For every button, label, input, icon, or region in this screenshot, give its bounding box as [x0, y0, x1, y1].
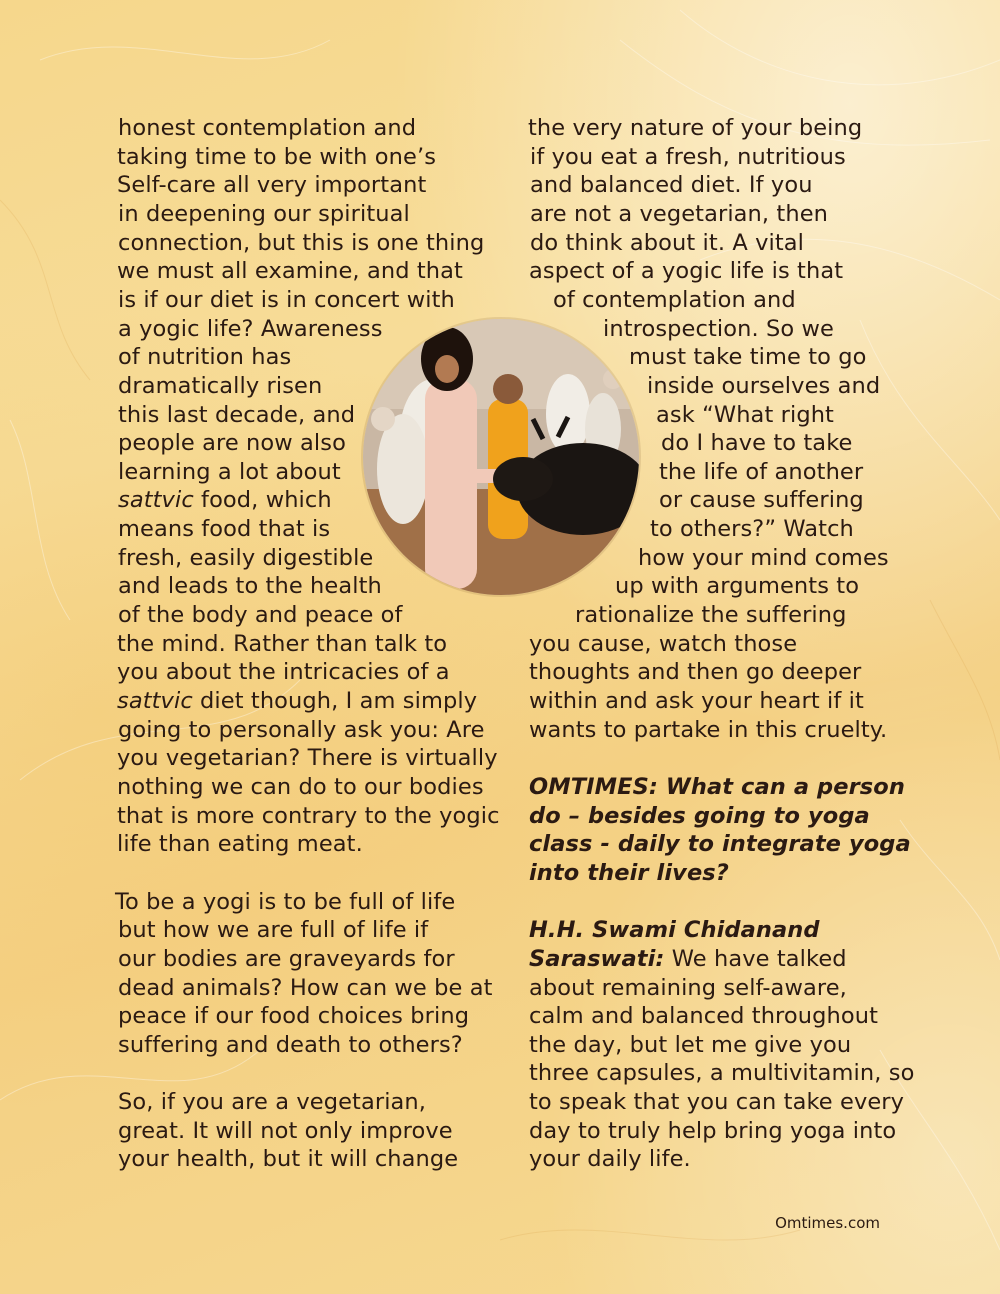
left-column-line	[117, 630, 447, 659]
right-column-line	[529, 1145, 691, 1174]
line-text: nothing we can do to our bodies	[117, 773, 484, 800]
line-text: means food that is	[118, 516, 331, 543]
italic-term: sattvic	[118, 487, 194, 514]
right-column-line	[530, 143, 846, 172]
line-text: taking time to be with one’s	[117, 143, 437, 170]
left-column-line	[118, 458, 341, 487]
left-column-line	[118, 916, 428, 945]
right-column-line	[529, 257, 843, 286]
line-text: within and ask your heart if it	[529, 688, 864, 714]
line-text: must take time to go	[629, 344, 867, 371]
line-text: rationalize the suffering	[575, 602, 847, 629]
line-text: thoughts and then go deeper	[529, 659, 862, 686]
line-text: life than eating meat.	[117, 831, 363, 858]
line-text: dead animals? How can we be at	[118, 974, 493, 1001]
line-text: of the body and peace of	[118, 602, 403, 629]
left-column-line	[118, 286, 455, 315]
right-column-line	[529, 859, 729, 888]
left-column-line	[117, 143, 436, 172]
left-column-line	[118, 429, 346, 458]
circular-photo-swami-feeding-cow	[363, 319, 639, 595]
line-text: that is more contrary to the yogic	[117, 802, 500, 829]
left-column-line	[118, 1088, 426, 1117]
line-text: our bodies are graveyards for	[118, 945, 455, 972]
line-text: you cause, watch those	[529, 630, 798, 657]
line-text: calm and balanced throughout	[529, 1003, 879, 1030]
right-column-line	[529, 687, 864, 716]
left-column-line	[118, 515, 330, 544]
right-column-line	[528, 114, 862, 143]
left-column-line	[117, 171, 426, 200]
line-text: learning a lot about	[118, 458, 341, 485]
line-text: suffering and death to others?	[118, 1031, 463, 1058]
right-column-line	[603, 315, 834, 344]
right-column-line	[659, 458, 863, 487]
line-text: fresh, easily digestible	[118, 544, 374, 571]
line-text: peace if our food choices bring	[118, 1003, 470, 1030]
line-text: great. It will not only improve	[118, 1117, 453, 1144]
right-column-line	[647, 372, 880, 401]
bold-italic-text: class - daily to integrate yoga	[529, 831, 911, 858]
left-column-line	[118, 486, 332, 515]
line-text: and leads to the health	[118, 573, 382, 600]
line-text: So, if you are a vegetarian,	[118, 1089, 427, 1116]
left-column-line	[118, 401, 355, 430]
right-column-line	[615, 572, 859, 601]
line-text: and balanced diet. If you	[530, 172, 813, 199]
right-column-line	[529, 974, 847, 1003]
line-text: connection, but this is one thing	[118, 229, 485, 256]
left-column-line	[117, 802, 500, 831]
bold-italic-text: H.H. Swami Chidanand	[529, 917, 820, 944]
bold-italic-text: Saraswati:	[529, 945, 665, 972]
line-text: honest contemplation and	[118, 115, 417, 141]
line-text: inside ourselves and	[647, 372, 881, 399]
line-text: this last decade, and	[118, 401, 356, 428]
right-column-line	[529, 830, 911, 859]
line-text: or cause suffering	[659, 487, 864, 514]
right-column-line	[529, 802, 870, 831]
line-text: going to personally ask you: Are	[118, 716, 485, 743]
right-column-line	[529, 1088, 904, 1117]
left-column-line	[117, 830, 363, 859]
right-column-line	[529, 1031, 851, 1060]
left-column-line	[118, 1117, 453, 1146]
line-text: diet though, I am simply	[192, 688, 478, 714]
line-text: your health, but it will change	[118, 1146, 459, 1173]
left-column-line	[118, 601, 403, 630]
line-text: do think about it. A vital	[530, 229, 804, 256]
line-text: To be a yogi is to be full of life	[115, 888, 456, 915]
right-column-line	[529, 658, 861, 687]
line-text: in deepening our spiritual	[118, 200, 410, 227]
line-text: to others?” Watch	[650, 516, 854, 543]
left-column-line	[118, 716, 485, 745]
right-column-line	[530, 200, 828, 229]
left-column-line	[118, 945, 455, 974]
right-column-line	[659, 486, 864, 515]
line-text: the mind. Rather than talk to	[117, 630, 448, 657]
right-column-line	[629, 343, 866, 372]
line-text: do I have to take	[661, 430, 853, 457]
line-text: wants to partake in this cruelty.	[529, 716, 888, 743]
left-column-line	[118, 1002, 469, 1031]
right-column-line	[553, 286, 796, 315]
left-column-line	[118, 974, 493, 1003]
line-text: but how we are full of life if	[118, 917, 429, 944]
right-column-line	[530, 171, 813, 200]
left-column-line	[117, 257, 463, 286]
line-text: a yogic life? Awareness	[118, 315, 383, 342]
left-column-line	[118, 343, 291, 372]
line-text: introspection. So we	[603, 315, 834, 342]
line-text: the life of another	[659, 458, 864, 485]
left-column-line	[118, 372, 322, 401]
right-column-line	[661, 429, 852, 458]
right-column-line	[650, 515, 854, 544]
line-text: day to truly help bring yoga into	[529, 1117, 897, 1144]
left-column-line	[118, 572, 382, 601]
left-column-line	[118, 114, 416, 143]
left-column-line	[115, 888, 455, 917]
right-column-line	[530, 229, 804, 258]
bold-italic-text: into their lives?	[529, 859, 729, 886]
line-text: aspect of a yogic life is that	[529, 258, 844, 285]
right-column-line	[529, 916, 820, 945]
line-text: of nutrition has	[118, 344, 292, 371]
line-text: are not a vegetarian, then	[530, 200, 829, 227]
line-text: three capsules, a multivitamin, so	[529, 1060, 915, 1087]
line-text: about remaining self-aware,	[529, 974, 847, 1001]
line-text: people are now also	[118, 430, 346, 457]
line-text: if you eat a fresh, nutritious	[530, 143, 846, 170]
line-text: we must all examine, and that	[117, 258, 463, 285]
line-text: the very nature of your being	[528, 115, 863, 141]
right-column-line	[656, 401, 834, 430]
left-column-line	[118, 200, 410, 229]
right-column-line	[529, 716, 887, 745]
line-text: the day, but let me give you	[529, 1031, 852, 1058]
line-text: food, which	[193, 487, 332, 514]
line-text: of contemplation and	[553, 286, 796, 313]
line-text: you about the intricacies of a	[117, 659, 450, 686]
line-text: up with arguments to	[615, 573, 860, 600]
line-text: you vegetarian? There is virtually	[117, 745, 498, 772]
left-column-line	[118, 1145, 458, 1174]
right-column-line	[529, 1002, 878, 1031]
line-text: is if our diet is in concert with	[118, 286, 455, 313]
line-text: ask “What right	[656, 401, 834, 428]
italic-term: sattvic	[117, 688, 193, 714]
right-column-line	[529, 1059, 914, 1088]
left-column-line	[118, 229, 484, 258]
right-column-line	[638, 544, 889, 573]
line-text: dramatically risen	[118, 372, 323, 399]
right-column-line	[529, 630, 797, 659]
line-text: to speak that you can take every	[529, 1089, 905, 1116]
right-column-line	[529, 773, 905, 802]
line-text: Self-care all very important	[117, 172, 427, 199]
right-column-line	[529, 1117, 896, 1146]
left-column-line	[117, 687, 477, 716]
left-column-line	[117, 658, 450, 687]
bold-italic-text: do – besides going to yoga	[529, 802, 870, 829]
right-column-line	[529, 945, 847, 974]
left-column-line	[117, 744, 498, 773]
right-column-line	[575, 601, 847, 630]
bold-italic-text: OMTIMES: What can a person	[529, 773, 905, 800]
footer-site-name: Omtimes.com	[775, 1214, 880, 1232]
left-column-line	[118, 544, 373, 573]
left-column-line	[117, 773, 484, 802]
left-column-line	[118, 1031, 463, 1060]
line-text: your daily life.	[529, 1146, 691, 1173]
line-text: We have talked	[664, 945, 847, 972]
line-text: how your mind comes	[638, 544, 889, 571]
left-column-line	[118, 315, 383, 344]
